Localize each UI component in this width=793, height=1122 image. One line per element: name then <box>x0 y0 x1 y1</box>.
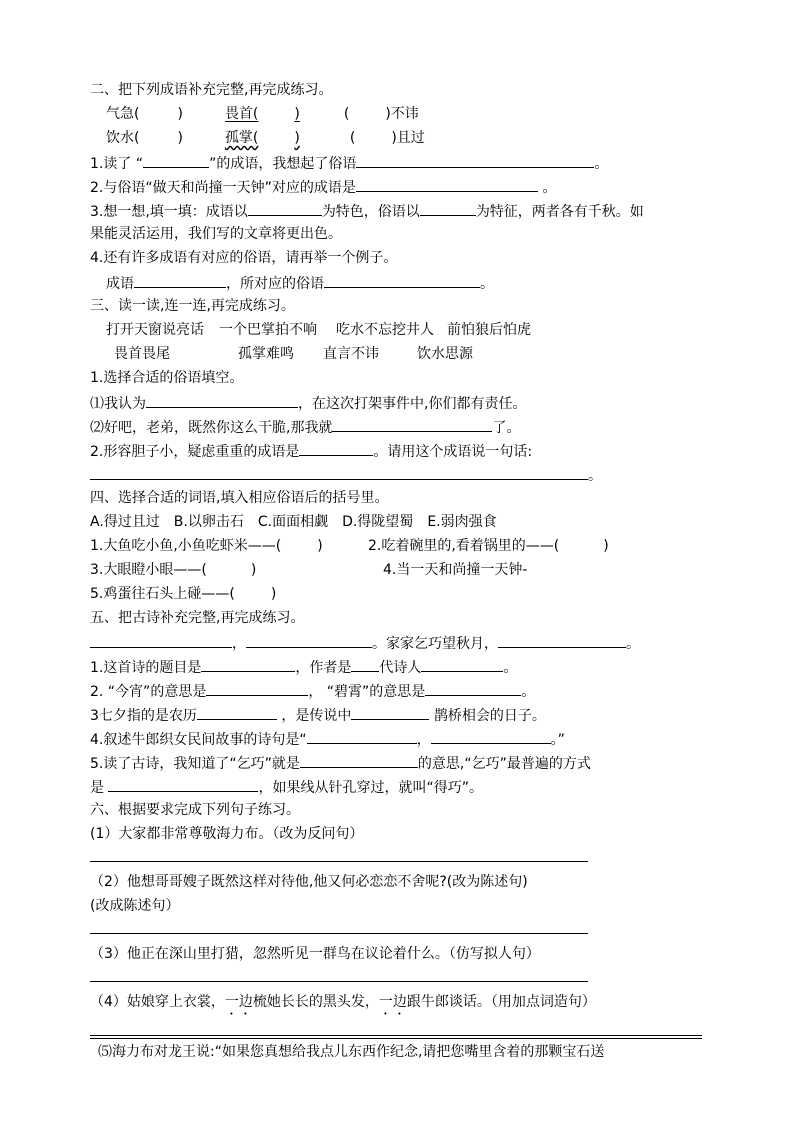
match-top-1[interactable]: 打开天窗说亮话 <box>106 322 204 338</box>
s5-question-5: 5.读了古诗，我知道了“乞巧”就是 的意思,“乞巧”最普遍的方式 <box>90 752 591 772</box>
option-d: D.得陇望蜀 <box>342 514 414 530</box>
s3-question-1: 1.选择合适的俗语填空。 <box>90 370 244 386</box>
s6-question-4: （4）姑娘穿上衣裳，一边梳她长长的黑头发，一边跟牛郎谈话。（用加点词造句） <box>90 994 596 1010</box>
blank[interactable] <box>90 632 232 648</box>
answer-line[interactable] <box>90 933 588 934</box>
match-bottom-2[interactable]: 孤掌难鸣 <box>238 346 294 362</box>
option-e: E.弱肉强食 <box>427 514 497 530</box>
answer-line[interactable] <box>90 981 588 982</box>
blank[interactable] <box>108 776 258 792</box>
dotted-word: 一边 <box>224 994 253 1010</box>
blank[interactable] <box>351 704 429 720</box>
answer-line[interactable] <box>90 861 588 862</box>
idiom-row-1: 气急( ) 畏首( ) ( )不讳 <box>106 106 419 122</box>
answer-line[interactable] <box>90 1035 702 1036</box>
option-a: A.得过且过 <box>90 514 160 530</box>
s4-item-1: 1.大鱼吃小鱼,小鱼吃虾米——( ) <box>90 538 323 554</box>
s4-item-4: 4.当一天和尚撞一天钟- <box>383 562 528 578</box>
section-5-heading: 五、把古诗补充完整,再完成练习。 <box>90 610 305 626</box>
poem-line: ， 。家家乞巧望秋月， 。 <box>90 632 640 652</box>
s6-question-2-note: (改成陈述句） <box>90 898 180 914</box>
s5-question-2: 2. “今宵”的意思是 ， “碧霄”的意思是 。 <box>90 680 535 700</box>
match-top-3[interactable]: 吃水不忘挖井人 <box>336 322 434 338</box>
blank[interactable] <box>299 440 373 456</box>
idiom-row-2: 饮水( ) 孤掌( ) ( )且过 <box>106 130 425 146</box>
match-top-2[interactable]: 一个巴掌拍不响 <box>219 322 317 338</box>
s3-question-1-2: ⑵好吧，老弟，既然你这么干脆,那我就 了。 <box>90 416 520 436</box>
s6-question-2: （2）他想哥哥嫂子既然这样对待他,他又何必恋恋不舍呢?(改为陈述句) <box>90 874 528 890</box>
dotted-word: 一边 <box>378 994 407 1010</box>
blank[interactable] <box>431 728 551 744</box>
match-bottom-3[interactable]: 直言不讳 <box>323 346 379 362</box>
blank[interactable] <box>425 680 521 696</box>
blank[interactable] <box>206 680 308 696</box>
blank[interactable] <box>307 728 417 744</box>
s6-question-1: (1）大家都非常尊敬海力布。（改为反问句） <box>90 826 364 842</box>
s2-question-4-blanks: 成语 ，所对应的俗语 。 <box>106 272 494 292</box>
blank[interactable] <box>143 152 209 168</box>
blank[interactable] <box>300 752 418 768</box>
s4-item-2: 2.吃着碗里的,看着锅里的——( ) <box>368 538 609 554</box>
answer-line <box>90 1038 702 1039</box>
match-top-4[interactable]: 前怕狼后怕虎 <box>447 322 531 338</box>
match-top-row <box>106 320 531 340</box>
section-6-heading: 六、根据要求完成下列句子练习。 <box>90 802 300 818</box>
blank[interactable] <box>246 632 372 648</box>
blank[interactable] <box>324 272 480 288</box>
blank[interactable] <box>498 632 626 648</box>
blank[interactable] <box>134 272 226 288</box>
answer-line[interactable] <box>90 464 588 480</box>
s6-question-3: （3）他正在深山里打猎，忽然听见一群鸟在议论着什么。（仿写拟人句） <box>90 946 540 962</box>
s4-item-3: 3.大眼瞪小眼——( ) <box>90 562 257 578</box>
s5-question-5-cont: 是 ，如果线从针孔穿过，就叫“得巧”。 <box>90 776 483 796</box>
s5-question-3: 3七夕指的是农历 ，是传说中 鹊桥相会的日子。 <box>90 704 546 724</box>
s4-item-5: 5.鸡蛋往石头上碰——( ) <box>90 586 277 602</box>
s2-question-2: 2.与俗语“做天和尚撞一天钟”对应的成语是 。 <box>90 176 556 196</box>
option-c: C.面面相觑 <box>257 514 329 530</box>
section-3-heading: 三、读一读,连一连,再完成练习。 <box>90 298 295 314</box>
blank[interactable] <box>197 704 277 720</box>
blank[interactable] <box>201 656 295 672</box>
blank[interactable] <box>332 416 492 432</box>
s6-question-5: ⑸海力布对龙王说:“如果您真想给我点儿东西作纪念,请把您嘴里含着的那颗宝石送 <box>98 1044 605 1060</box>
blank[interactable] <box>146 392 298 408</box>
match-bottom-4[interactable]: 饮水思源 <box>417 346 473 362</box>
blank[interactable] <box>351 656 379 672</box>
section-2-heading: 二、把下列成语补充完整,再完成练习。 <box>90 82 333 98</box>
s3-question-2-line: 。 <box>90 464 602 484</box>
blank[interactable] <box>248 200 322 216</box>
blank[interactable] <box>421 656 503 672</box>
s3-question-2: 2.形容胆子小，疑虑重重的成语是 。请用这个成语说一句话: <box>90 440 532 460</box>
section-4-heading: 四、选择合适的词语,填入相应俗语后的括号里。 <box>90 490 389 506</box>
s5-question-1: 1.这首诗的题目是 ，作者是 代诗人 。 <box>90 656 517 676</box>
blank[interactable] <box>420 200 476 216</box>
option-b: B.以卵击石 <box>173 514 244 530</box>
option-list <box>90 512 497 532</box>
blank[interactable] <box>356 152 594 168</box>
match-bottom-1[interactable]: 畏首畏尾 <box>114 346 170 362</box>
blank[interactable] <box>356 176 538 192</box>
s2-question-3-cont: 果能灵活运用，我们写的文章将更出色。 <box>90 226 342 242</box>
s3-question-1-1: ⑴我认为 ，在这次打架事件中,你们都有责任。 <box>90 392 526 412</box>
match-bottom-row <box>114 344 473 364</box>
s2-question-1: 1.读了 “ ”的成语，我想起了俗语 。 <box>90 152 608 172</box>
s2-question-3: 3.想一想,填一填：成语以 为特色，俗语以 为特征，两者各有千秋。如 <box>90 200 644 220</box>
s2-question-4: 4.还有许多成语有对应的俗语，请再举一个例子。 <box>90 250 398 266</box>
s5-question-4: 4.叙述牛郎织女民间故事的诗句是“ ， 。” <box>90 728 565 748</box>
